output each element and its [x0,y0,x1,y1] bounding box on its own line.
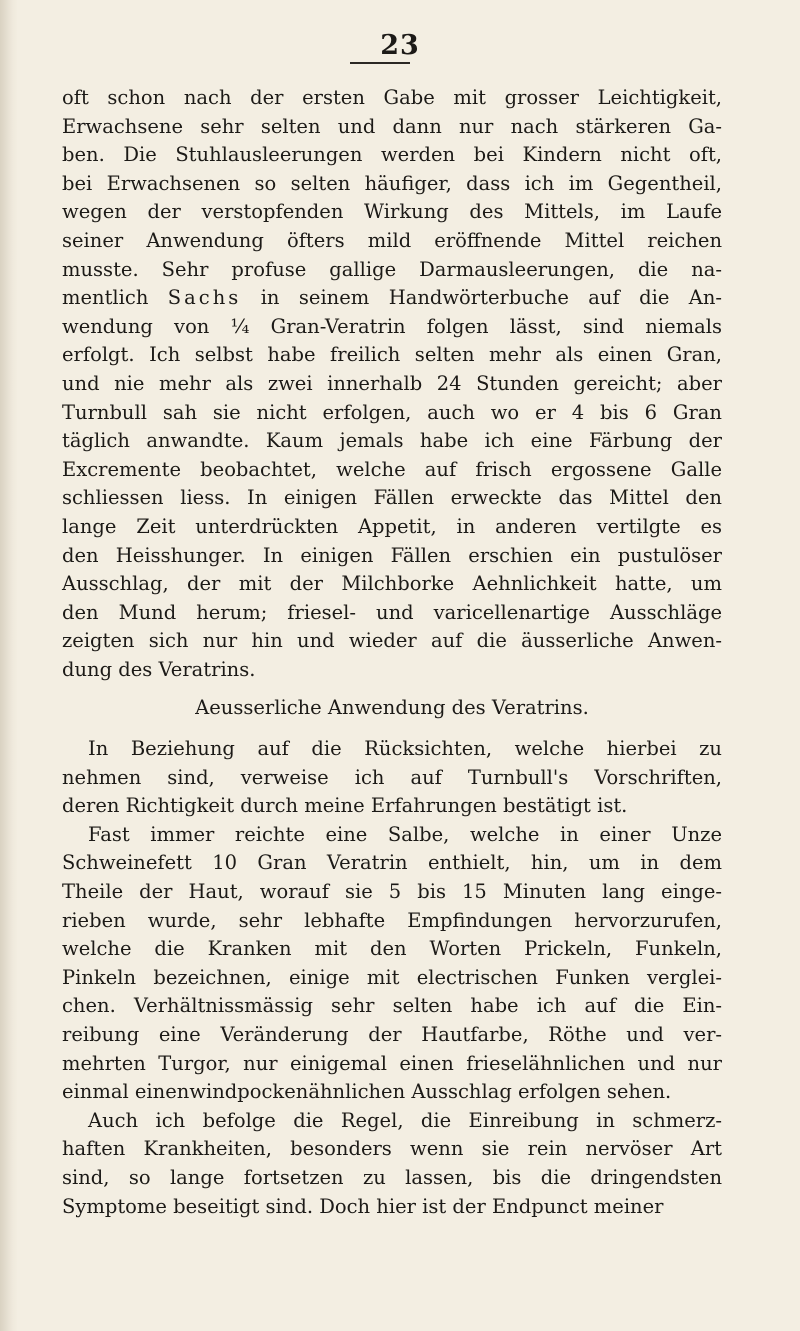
text-line: In Beziehung auf die Rücksichten, welche hierbei zu [88,737,722,761]
text-line: Symptome beseitigt sind. Doch hier ist der Endpunct meiner [62,1194,664,1218]
text-line: täglich anwandte. Kaum jemals habe ich eine Färbung der [62,429,722,453]
text-line: sind, so lange fortsetzen zu lassen, bis die dringendsten [62,1165,722,1189]
emphasized-name: Sachs [167,286,242,310]
section-heading [62,694,722,723]
paragraph-ointment-effects [62,821,722,1107]
page-number-rule [350,62,410,64]
text-line: den Mund herum; friesel- und varicellenartige Ausschläge [62,600,722,624]
text-line: welche die Kranken mit den Worten Prickeln, Funkeln, [62,937,722,961]
text-line: reibung eine Veränderung der Hautfarbe, Röthe und ver- [62,1023,722,1046]
text-line: haften Krankheiten, besonders wenn sie rein nervöser Art [62,1137,722,1161]
text-line: ben. Die Stuhlausleerungen werden bei Kindern nicht oft, [62,143,722,167]
text-line: wendung von ¼ Gran-Veratrin folgen lässt, sind niemals [62,314,722,338]
text-line: Auch ich befolge die Regel, die Einreibung in schmerz- [88,1108,722,1132]
text-line: Erwachsene sehr selten und dann nur nach stärkeren Ga- [62,114,722,138]
text-line: mentlich Sachs in seinem Handwörterbuche auf die An- [62,286,723,310]
paragraph-oral-effects [62,84,722,684]
text-line: Ausschlag, der mit der Milchborke Aehnlichkeit hatte, um [62,572,722,596]
text-line: einmal einenwindpockenähnlichen Ausschlag erfolgen sehen. [62,1080,672,1104]
text-line: deren Richtigkeit durch meine Erfahrungen bestätigt ist. [62,794,628,818]
text-line: chen. Verhältnissmässig sehr selten habe ich auf die Ein- [62,994,722,1018]
text-line: dung des Veratrins. [62,657,256,681]
text-line: den Heisshunger. In einigen Fällen erschien ein pustulöser [62,543,722,567]
text-line: schliessen liess. In einigen Fällen erweckte das Mittel den [62,486,722,510]
text-line: Excremente beobachtet, welche auf frisch ergossene Galle [62,457,722,481]
text-line: Fast immer reichte eine Salbe, welche in einer Unze [88,822,722,846]
binding-gutter-shadow [0,0,18,1331]
text-line: mehrten Turgor, nur einigemal einen frieselähnlichen und nur [62,1051,722,1075]
text-line: oft schon nach der ersten Gabe mit grosser Leichtigkeit, [62,86,722,109]
text-line: Schweinefett 10 Gran Veratrin enthielt, hin, um in dem [62,851,722,875]
text-line: Pinkeln bezeichnen, einige mit electrischen Funken verglei- [62,965,722,989]
paragraph-turnbull-reference [62,735,722,821]
text-line: rieben wurde, sehr lebhafte Empfindungen hervorzurufen, [62,908,722,932]
body-text [62,84,722,1221]
page-number: 23 [380,30,420,61]
text-line: wegen der verstopfenden Wirkung des Mittels, im Laufe [62,200,722,224]
text-line: Aeusserliche Anwendung des Veratrins. [195,696,589,720]
text-line: bei Erwachsenen so selten häufiger, dass ich im Gegentheil, [62,171,722,195]
text-line: nehmen sind, verweise ich auf Turnbull's Vorschriften, [62,765,722,789]
text-line: lange Zeit unterdrückten Appetit, in anderen vertilgte es [62,514,722,538]
text-line: zeigten sich nur hin und wieder auf die äusserliche Anwen- [62,629,722,653]
text-line: musste. Sehr profuse gallige Darmausleerungen, die na- [62,257,722,281]
text-line: erfolgt. Ich selbst habe freilich selten mehr als einen Gran, [62,343,722,367]
text-line: seiner Anwendung öfters mild eröffnende Mittel reichen [62,228,722,252]
text-line: Theile der Haut, worauf sie 5 bis 15 Minuten lang einge- [62,880,722,904]
text-line: Turnbull sah sie nicht erfolgen, auch wo er 4 bis 6 Gran [62,400,722,424]
paragraph-rubbing-rule [62,1107,722,1221]
text-line: und nie mehr als zwei innerhalb 24 Stunden gereicht; aber [62,371,722,395]
